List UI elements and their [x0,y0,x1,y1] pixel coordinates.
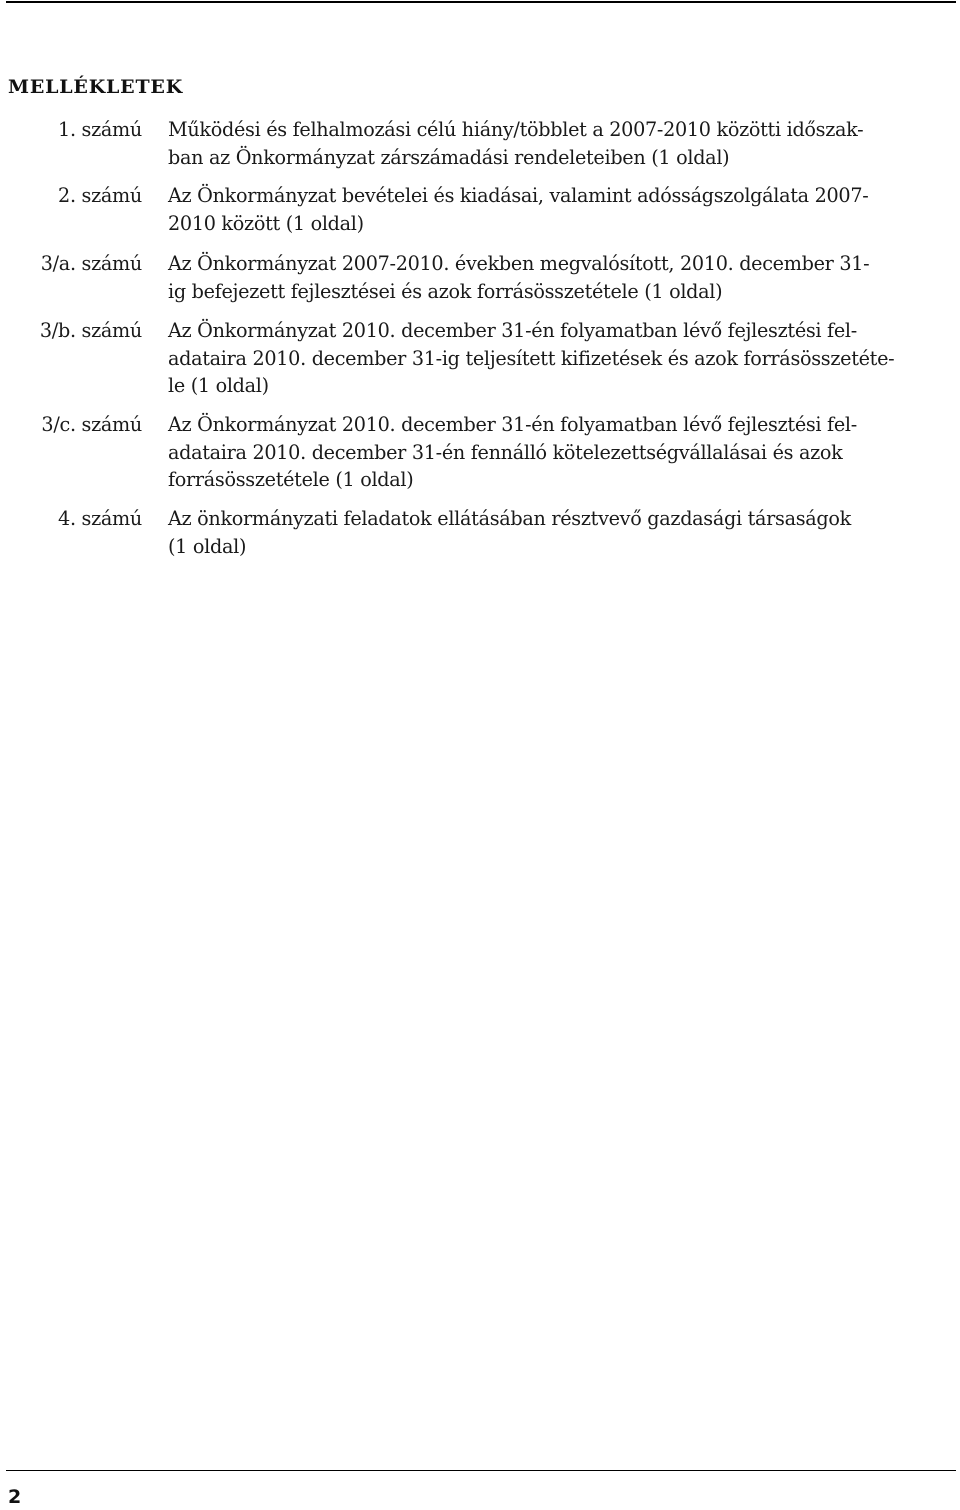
annex-title-line: Az Önkormányzat bevételei és kiadásai, valamint adósságszolgálata 2007- [168,184,869,207]
annex-title-line: (1 oldal) [168,534,247,558]
annex-title [168,182,954,237]
annex-title-line: adataira 2010. december 31-ig teljesített kifizetések és azok forrásösszetéte- [168,346,895,370]
annex-number: 2. számú [58,184,142,207]
annex-title-line: 2010 között (1 oldal) [168,211,364,235]
annex-title-line: Az önkormányzati feladatok ellátásában résztvevő gazdasági társaságok [168,507,851,530]
page-number: 2 [8,1486,22,1508]
annex-number: 4. számú [58,507,142,530]
annex-title-line: adataira 2010. december 31-én fennálló kötelezettségvállalásai és azok [168,440,843,464]
annex-title-line: ig befejezett fejlesztései és azok forrásösszetétele (1 oldal) [168,279,723,303]
page-heading: MELLÉKLETEK [8,76,184,98]
annex-number: 3/a. számú [40,252,142,275]
annex-title [168,116,954,171]
annex-number: 3/b. számú [39,319,142,342]
annex-title-line: forrásösszetétele (1 oldal) [168,468,414,491]
annex-title-line: Az Önkormányzat 2010. december 31-én folyamatban lévő fejlesztési fel- [168,319,857,342]
annex-title [168,250,954,305]
top-rule [6,1,956,3]
annex-title-line: Az Önkormányzat 2007-2010. években megvalósított, 2010. december 31- [168,252,870,275]
annex-title [168,411,954,494]
annex-number: 1. számú [58,118,142,141]
annex-title-line: le (1 oldal) [168,374,269,397]
annex-number: 3/c. számú [41,413,142,436]
annex-title-line: Működési és felhalmozási célú hiány/többlet a 2007-2010 közötti időszak- [168,118,864,141]
footer-rule [6,1470,956,1471]
annex-title [168,317,954,400]
annex-title-line: ban az Önkormányzat zárszámadási rendeleteiben (1 oldal) [168,145,730,169]
annex-title [168,505,954,560]
annex-title-line: Az Önkormányzat 2010. december 31-én folyamatban lévő fejlesztési fel- [168,413,857,436]
